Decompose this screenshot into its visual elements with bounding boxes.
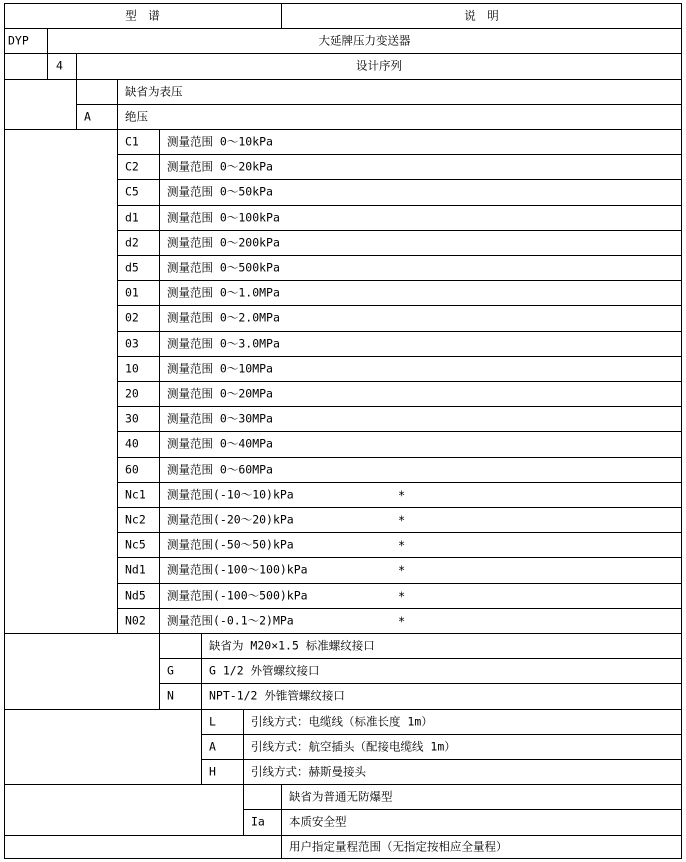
range-text-text: 测量范围 0～100kPa: [167, 209, 280, 224]
range-code-text: Nc2: [125, 511, 146, 526]
wiring-text: [243, 734, 682, 759]
wiring-text-text: 引线方式：电缆线（标准长度 1m）: [251, 713, 433, 728]
range-text-text: 测量范围(-0.1～2)MPa: [167, 612, 294, 627]
range-text: [159, 205, 682, 230]
connection-code-text: G: [167, 662, 174, 677]
series-text-text: 设计序列: [356, 58, 402, 73]
range-code: [117, 154, 159, 179]
range-text: [159, 305, 682, 331]
header-explain-text: 说 明: [464, 7, 499, 22]
range-text-text: 测量范围 0～10MPa: [167, 360, 273, 375]
connection-text: [201, 683, 682, 709]
range-text-text: 测量范围(-10～10)kPa: [167, 486, 294, 501]
range-text-text: 测量范围(-20～20)kPa: [167, 511, 294, 526]
range-code-text: Nd1: [125, 562, 146, 577]
range-code-text: Nd5: [125, 587, 146, 602]
range-code-text: Nc5: [125, 536, 146, 551]
range-text: [159, 482, 682, 507]
range-note-mark: *: [398, 563, 406, 578]
wiring-text-text: 引线方式：赫斯曼接头: [251, 763, 366, 778]
brand-code-text: DYP: [8, 32, 29, 47]
brand-code: [4, 28, 47, 53]
explosion-text-text: 缺省为普通无防爆型: [289, 788, 393, 803]
range-code-text: 40: [125, 436, 139, 451]
range-code-text: 20: [125, 385, 139, 400]
range-code: [117, 280, 159, 305]
user-range-text-text: 用户指定量程范围（无指定按相应全量程）: [289, 839, 508, 854]
range-code: [117, 179, 159, 205]
range-text: [159, 331, 682, 356]
range-code-text: N02: [125, 612, 146, 627]
range-code-text: C1: [125, 133, 139, 148]
range-code: [117, 457, 159, 482]
range-text-text: 测量范围 0～3.0MPa: [167, 335, 280, 350]
wiring-code: [201, 734, 243, 759]
range-code: [117, 356, 159, 381]
range-text-text: 测量范围 0～20MPa: [167, 385, 273, 400]
range-text: [159, 532, 682, 557]
header-explain: [281, 3, 682, 28]
range-code-text: 02: [125, 310, 139, 325]
range-code: [117, 129, 159, 154]
range-text: [159, 356, 682, 381]
range-code: [117, 381, 159, 406]
wiring-code: [201, 709, 243, 734]
range-text: [159, 457, 682, 482]
wiring-text: [243, 709, 682, 734]
pressure-type-code: [76, 79, 117, 104]
range-text: [159, 230, 682, 255]
range-text-text: 测量范围 0～60MPa: [167, 461, 273, 476]
range-text: [159, 280, 682, 305]
wiring-code-text: H: [209, 763, 216, 778]
connection-text: [201, 658, 682, 683]
wiring-code-text: A: [209, 738, 216, 753]
range-note-mark: *: [398, 513, 406, 528]
wiring-code: [201, 759, 243, 784]
connection-code: [159, 658, 201, 683]
header-model-text: 型 谱: [125, 7, 160, 22]
range-text-text: 测量范围 0～2.0MPa: [167, 310, 280, 325]
pressure-type-text-text: 缺省为表压: [125, 83, 183, 98]
range-code-text: d1: [125, 209, 139, 224]
range-text: [159, 431, 682, 457]
range-text-text: 测量范围 0～40MPa: [167, 436, 273, 451]
range-code: [117, 230, 159, 255]
range-code: [117, 431, 159, 457]
range-note-mark: *: [398, 538, 406, 553]
wiring-text-text: 引线方式：航空插头（配接电缆线 1m）: [251, 738, 456, 753]
pressure-type-text-text: 绝压: [125, 108, 148, 123]
header-model: [4, 3, 281, 28]
pressure-type-text: [117, 104, 682, 129]
range-code-text: 01: [125, 284, 139, 299]
range-code-text: d2: [125, 234, 139, 249]
range-code: [117, 583, 159, 608]
connection-text-text: NPT-1/2 外锥管螺纹接口: [209, 688, 345, 703]
connection-text-text: G 1/2 外管螺纹接口: [209, 662, 320, 677]
range-note-mark: *: [398, 488, 406, 503]
range-code: [117, 331, 159, 356]
range-text: [159, 507, 682, 532]
range-code: [117, 532, 159, 557]
connection-text-text: 缺省为 M20×1.5 标准螺纹接口: [209, 637, 375, 652]
range-text: [159, 557, 682, 583]
explosion-code: [243, 809, 281, 835]
range-text-text: 测量范围 0～10kPa: [167, 133, 273, 148]
range-code-text: 10: [125, 360, 139, 375]
connection-code: [159, 683, 201, 709]
range-code: [117, 608, 159, 633]
range-text: [159, 608, 682, 633]
range-code: [117, 507, 159, 532]
range-code-text: C5: [125, 184, 139, 199]
range-code-text: 30: [125, 410, 139, 425]
range-code-text: 60: [125, 461, 139, 476]
range-text: [159, 583, 682, 608]
user-range-text: [281, 835, 682, 859]
explosion-text: [281, 784, 682, 809]
explosion-text-text: 本质安全型: [289, 814, 347, 829]
range-text-text: 测量范围 0～1.0MPa: [167, 284, 280, 299]
series-code-text: 4: [56, 58, 63, 73]
range-text-text: 测量范围(-50～50)kPa: [167, 536, 294, 551]
range-code: [117, 406, 159, 431]
range-text-text: 测量范围(-100～100)kPa: [167, 562, 308, 577]
range-note-mark: *: [398, 589, 406, 604]
connection-code: [159, 633, 201, 658]
connection-code-text: N: [167, 688, 174, 703]
range-text-text: 测量范围 0～30MPa: [167, 410, 273, 425]
range-code: [117, 305, 159, 331]
range-code-text: Nc1: [125, 486, 146, 501]
wiring-text: [243, 759, 682, 784]
range-code: [117, 205, 159, 230]
range-text-text: 测量范围 0～20kPa: [167, 158, 273, 173]
explosion-text: [281, 809, 682, 835]
pressure-type-code-text: A: [84, 108, 91, 123]
range-code: [117, 557, 159, 583]
pressure-type-code: [76, 104, 117, 129]
pressure-type-text: [117, 79, 682, 104]
range-text: [159, 179, 682, 205]
range-code-text: d5: [125, 259, 139, 274]
range-text: [159, 154, 682, 179]
range-text: [159, 255, 682, 280]
range-text: [159, 406, 682, 431]
series-code: [47, 53, 76, 79]
connection-text: [201, 633, 682, 658]
wiring-code-text: L: [209, 713, 216, 728]
range-code-text: 03: [125, 335, 139, 350]
range-note-mark: *: [398, 614, 406, 629]
brand-text: [47, 28, 682, 53]
range-text-text: 测量范围 0～200kPa: [167, 234, 280, 249]
range-code: [117, 255, 159, 280]
range-code: [117, 482, 159, 507]
explosion-code: [243, 784, 281, 809]
range-code-text: C2: [125, 158, 139, 173]
brand-text-text: 大延牌压力变送器: [318, 32, 411, 47]
range-text-text: 测量范围 0～500kPa: [167, 259, 280, 274]
range-text: [159, 129, 682, 154]
range-text: [159, 381, 682, 406]
range-text-text: 测量范围(-100～500)kPa: [167, 587, 308, 602]
explosion-code-text: Ia: [251, 814, 265, 829]
range-text-text: 测量范围 0～50kPa: [167, 184, 273, 199]
series-text: [76, 53, 682, 79]
